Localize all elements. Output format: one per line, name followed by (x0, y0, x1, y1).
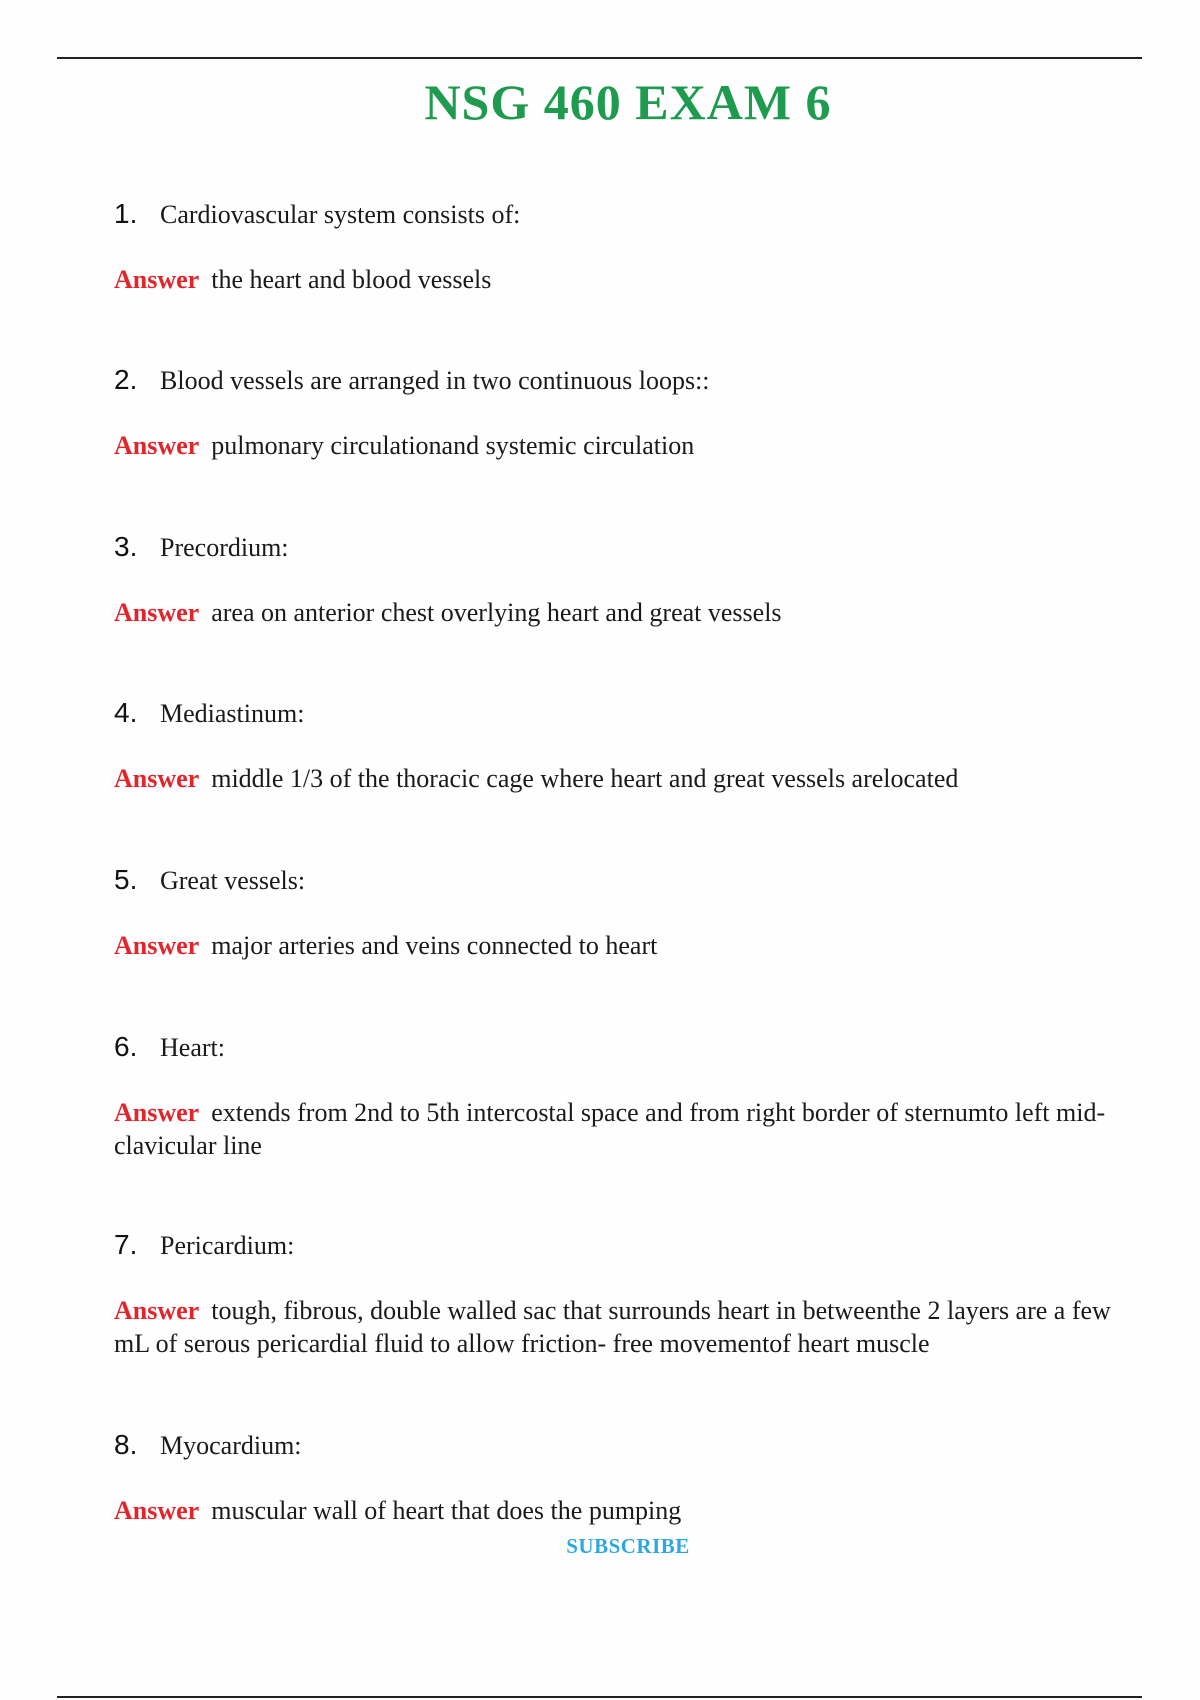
qa-item-8 (114, 1429, 1134, 1527)
subscribe-link[interactable]: SUBSCRIBE (566, 1534, 690, 1558)
answer-label: Answer (114, 265, 200, 294)
answer-text: tough, fibrous, double walled sac that surrounds heart in betweenthe 2 layers are a few mL of serous pericardial fluid to allow friction- free movementof heart muscle (114, 1296, 1111, 1358)
answer-text: middle 1/3 of the thoracic cage where heart and great vessels arelocated (211, 764, 959, 793)
question-row (114, 864, 1134, 904)
question-number: 8. (114, 1429, 138, 1460)
answer-label: Answer (114, 431, 200, 460)
question-row (114, 1229, 1134, 1269)
answer-row (114, 1494, 1134, 1527)
answer-text: area on anterior chest overlying heart and great vessels (211, 598, 782, 627)
qa-item-4 (114, 697, 1134, 795)
answer-text: the heart and blood vessels (211, 265, 492, 294)
answer-label: Answer (114, 1296, 200, 1325)
question-number: 2. (114, 364, 138, 395)
answer-text: major arteries and veins connected to heart (211, 931, 658, 960)
answer-row (114, 1096, 1134, 1162)
qa-item-7 (114, 1229, 1134, 1360)
answer-row (114, 429, 1134, 462)
question-number: 6. (114, 1031, 138, 1062)
answer-label: Answer (114, 1098, 200, 1127)
question-number: 5. (114, 864, 138, 895)
bottom-divider (57, 1696, 1142, 1698)
qa-item-2 (114, 364, 1134, 462)
question-row (114, 531, 1134, 571)
question-row (114, 697, 1134, 737)
question-text: Great vessels: (160, 866, 306, 895)
question-row (114, 198, 1134, 238)
answer-text: muscular wall of heart that does the pumping (211, 1496, 682, 1525)
question-text: Blood vessels are arranged in two continuous loops:: (160, 366, 710, 395)
answer-row (114, 1294, 1134, 1360)
question-text: Precordium: (160, 533, 289, 562)
question-number: 1. (114, 198, 138, 229)
answer-row (114, 263, 1134, 296)
question-text: Myocardium: (160, 1431, 302, 1460)
question-row (114, 1429, 1134, 1469)
answer-row (114, 929, 1134, 962)
qa-item-6 (114, 1031, 1134, 1162)
question-text: Heart: (160, 1033, 225, 1062)
answer-label: Answer (114, 598, 200, 627)
answer-label: Answer (114, 1496, 200, 1525)
document-title: NSG 460 EXAM 6 (424, 74, 832, 130)
question-text: Pericardium: (160, 1231, 295, 1260)
answer-row (114, 762, 1134, 795)
question-row (114, 1031, 1134, 1071)
answer-text: extends from 2nd to 5th intercostal space and from right border of sternumto left mid-clavicular line (114, 1098, 1106, 1160)
qa-item-1 (114, 198, 1134, 296)
question-number: 7. (114, 1229, 138, 1260)
answer-text: pulmonary circulationand systemic circulation (211, 431, 695, 460)
question-row (114, 364, 1134, 404)
qa-item-3 (114, 531, 1134, 629)
top-divider (57, 57, 1142, 59)
answer-label: Answer (114, 764, 200, 793)
question-text: Cardiovascular system consists of: (160, 200, 521, 229)
answer-label: Answer (114, 931, 200, 960)
question-number: 3. (114, 531, 138, 562)
question-number: 4. (114, 697, 138, 728)
qa-item-5 (114, 864, 1134, 962)
question-text: Mediastinum: (160, 699, 305, 728)
answer-row (114, 596, 1134, 629)
